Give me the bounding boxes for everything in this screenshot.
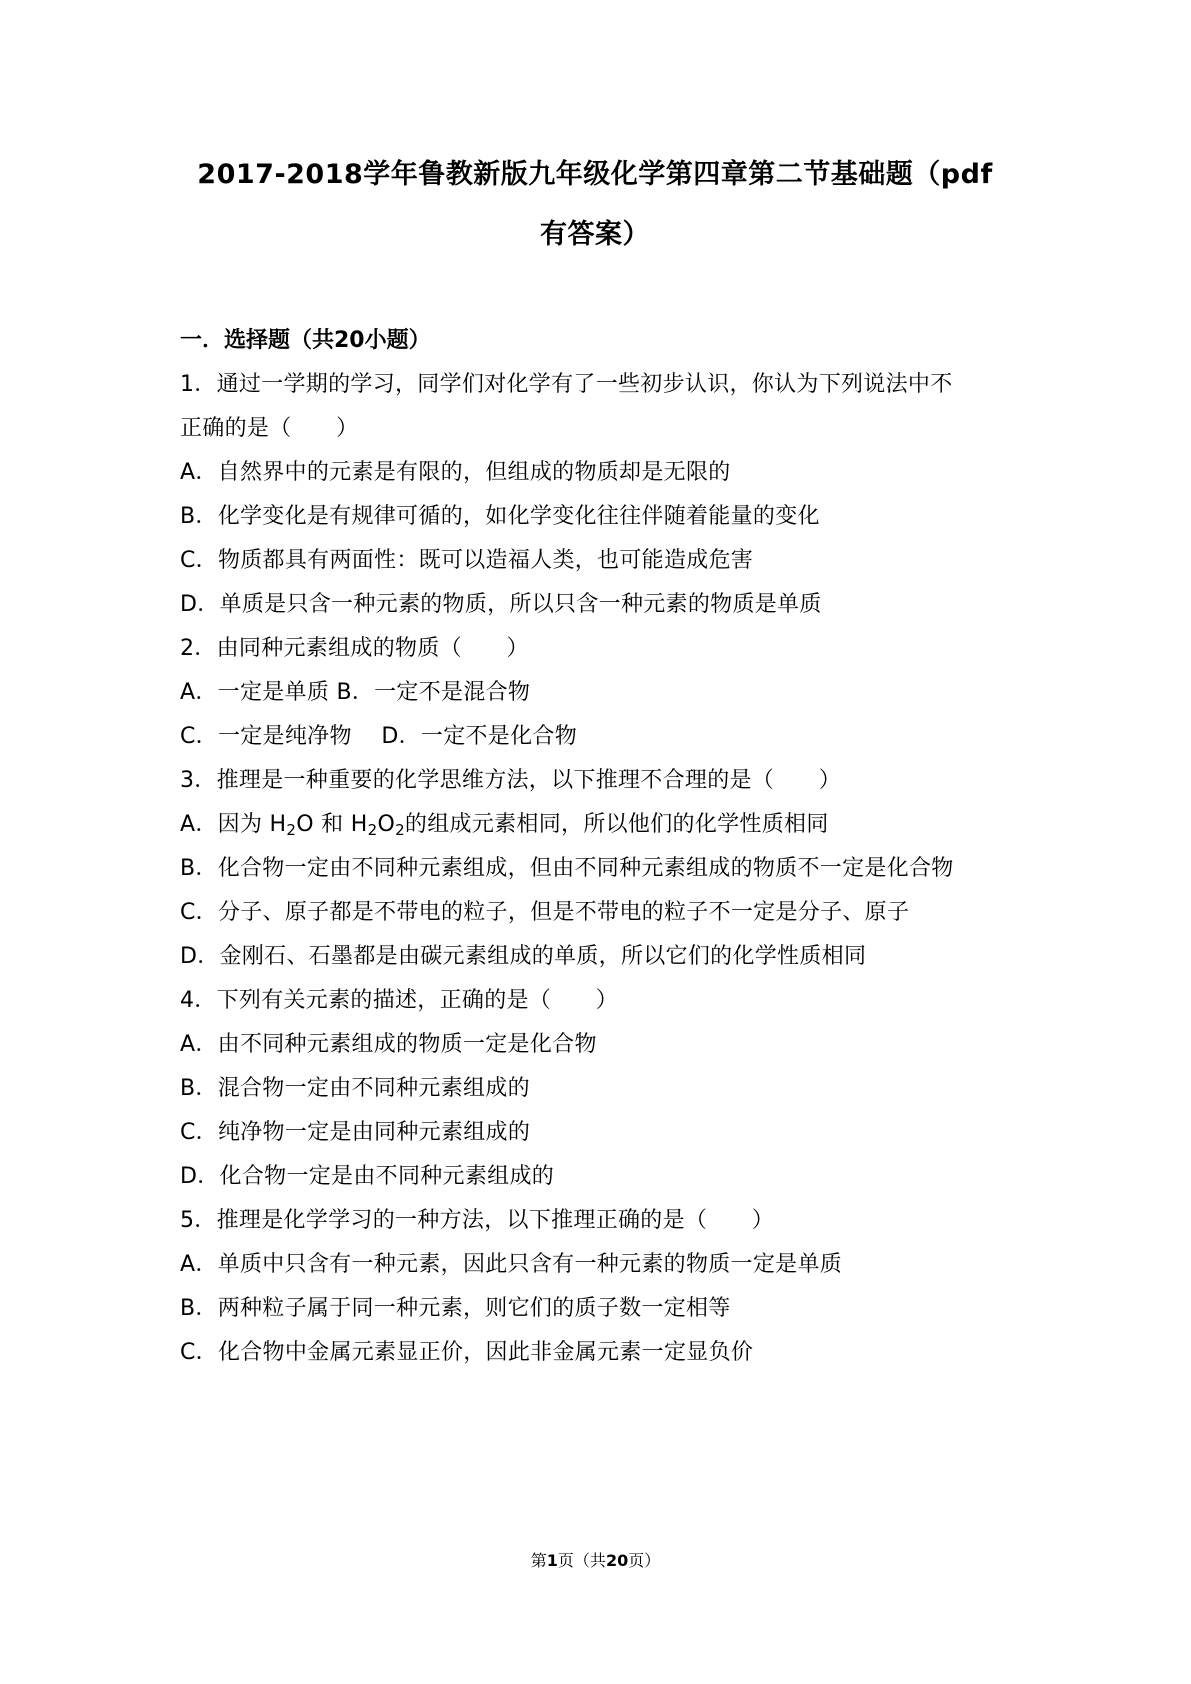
question-5-option-c: C．化合物中金属元素显正价，因此非金属元素一定显负价 — [180, 1340, 754, 1365]
question-4-option-a: A．由不同种元素组成的物质一定是化合物 — [180, 1032, 597, 1057]
question-3-stem: 3．推理是一种重要的化学思维方法，以下推理不合理的是（ ） — [180, 768, 841, 793]
question-4-option-b: B．混合物一定由不同种元素组成的 — [180, 1076, 530, 1101]
question-3-option-c: C．分子、原子都是不带电的粒子，但是不带电的粒子不一定是分子、原子 — [180, 900, 910, 925]
formula-hydrogen-peroxide: $H_2O_2$ — [350, 812, 405, 839]
question-1-stem: 1．通过一学期的学习，同学们对化学有了一些初步认识，你认为下列说法中不 — [180, 372, 953, 397]
q3a-mid: 和 — [321, 812, 344, 837]
question-4-option-c: C．纯净物一定是由同种元素组成的 — [180, 1120, 531, 1145]
question-1-option-a: A．自然界中的元素是有限的，但组成的物质却是无限的 — [180, 460, 731, 485]
question-1-option-b: B．化学变化是有规律可循的，如化学变化往往伴随着能量的变化 — [180, 504, 820, 529]
document-title-line-1: 2017-2018学年鲁教新版九年级化学第四章第二节基础题（pdf — [197, 159, 993, 190]
q3a-suffix: 的组成元素相同，所以他们的化学性质相同 — [404, 812, 829, 837]
page-footer: 第1页（共20页） — [530, 1551, 661, 1570]
question-1-option-d: D．单质是只含一种元素的物质，所以只含一种元素的物质是单质 — [180, 592, 822, 617]
question-4-option-d: D．化合物一定是由不同种元素组成的 — [180, 1164, 555, 1189]
q3a-prefix: A．因为 — [180, 812, 263, 837]
page-number: 1 — [546, 1551, 558, 1570]
question-2-options-ab: A．一定是单质 B．一定不是混合物 — [180, 680, 531, 705]
question-1-stem-cont: 正确的是（ ） — [180, 416, 359, 441]
question-5-option-b: B．两种粒子属于同一种元素，则它们的质子数一定相等 — [180, 1296, 731, 1321]
document-title-line-2: 有答案） — [540, 219, 650, 250]
question-3-option-d: D．金刚石、石墨都是由碳元素组成的单质，所以它们的化学性质相同 — [180, 944, 867, 969]
question-3-option-b: B．化合物一定由不同种元素组成，但由不同种元素组成的物质不一定是化合物 — [180, 856, 954, 881]
question-3-option-a — [180, 810, 829, 840]
question-5-option-a: A．单质中只含有一种元素，因此只含有一种元素的物质一定是单质 — [180, 1252, 843, 1277]
question-5-stem: 5．推理是化学学习的一种方法，以下推理正确的是（ ） — [180, 1208, 775, 1233]
section-heading: 一．选择题（共20小题） — [180, 328, 431, 353]
page-total: 20 — [605, 1551, 629, 1570]
question-1-option-c: C．物质都具有两面性：既可以造福人类，也可能造成危害 — [180, 548, 754, 573]
question-2-options-cd: C．一定是纯净物 D．一定不是化合物 — [180, 724, 577, 749]
question-4-stem: 4．下列有关元素的描述，正确的是（ ） — [180, 988, 618, 1013]
question-2-stem: 2．由同种元素组成的物质（ ） — [180, 636, 529, 661]
formula-water: $H_2O$ — [269, 812, 314, 839]
